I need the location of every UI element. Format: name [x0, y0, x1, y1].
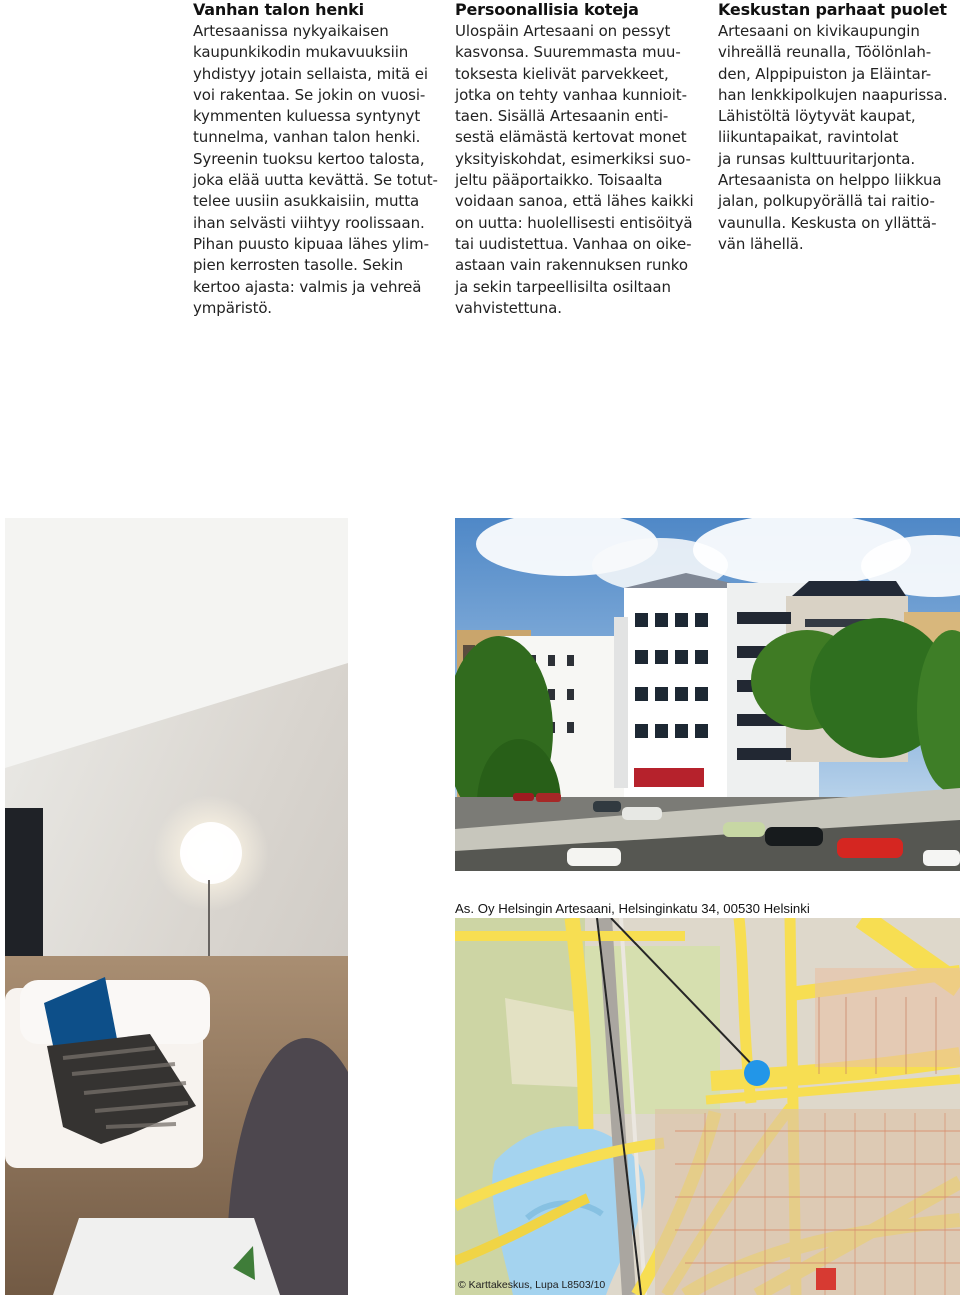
section-title: Persoonallisia koteja	[455, 0, 639, 19]
body-line: kertoo ajasta: valmis ja vehreä	[193, 277, 422, 296]
text-column-persoonallisia-koteja	[455, 0, 705, 319]
body-line: Lähistöltä löytyvät kaupat,	[718, 107, 916, 126]
body-line: ja runsas kulttuuritarjonta.	[718, 149, 916, 168]
body-line: vän lähellä.	[718, 234, 804, 253]
body-line: joka elää uutta kevättä. Se totut-	[193, 171, 438, 190]
body-line: ympäristö.	[193, 298, 272, 317]
body-line: liikuntapaikat, ravintolat	[718, 128, 899, 147]
body-line: kaupunkikodin mukavuuksiin	[193, 43, 409, 62]
section-body	[718, 20, 956, 255]
body-line: toksesta kielivät parvekkeet,	[455, 64, 669, 83]
section-body	[455, 20, 705, 319]
body-line: tunnelma, vanhan talon henki.	[193, 128, 421, 147]
body-line: Artesaanista on helppo liikkua	[718, 171, 942, 190]
body-line: Pihan puusto kipuaa lähes ylim-	[193, 234, 429, 253]
body-line: den, Alppipuiston ja Eläintar-	[718, 64, 932, 83]
building-photo	[455, 518, 960, 871]
body-line: yhdistyy jotain sellaista, mitä ei	[193, 64, 428, 83]
map-caption: As. Oy Helsingin Artesaani, Helsinginkatu 34, 00530 Helsinki	[455, 901, 810, 916]
body-line: pien kerrosten tasolle. Sekin	[193, 256, 404, 275]
body-line: voidaan sanoa, että lähes kaikki	[455, 192, 694, 211]
body-line: vahvistettuna.	[455, 298, 562, 317]
body-line: Artesaanissa nykyaikaisen	[193, 22, 389, 40]
body-line: jeltu pääportaikko. Toisaalta	[455, 171, 663, 190]
body-line: taen. Sisällä Artesaanin enti-	[455, 107, 669, 126]
body-line: Ulospäin Artesaani on pessyt	[455, 22, 671, 40]
body-line: voi rakentaa. Se jokin on vuosi-	[193, 85, 426, 104]
section-body	[193, 20, 443, 319]
body-line: ja sekin tarpeellisilta osiltaan	[455, 277, 671, 296]
body-line: Syreenin tuoksu kertoo talosta,	[193, 149, 425, 168]
body-line: kasvonsa. Suuremmasta muu-	[455, 43, 681, 62]
map-credit: © Karttakeskus, Lupa L8503/10	[458, 1279, 606, 1291]
body-line: tai uudistettua. Vanhaa on oike-	[455, 234, 692, 253]
body-line: kymmenten kuluessa syntynyt	[193, 107, 421, 126]
interior-photo	[5, 518, 348, 1295]
text-column-vanhan-talon-henki	[193, 0, 443, 319]
body-line: telee uusiin asukkaisiin, mutta	[193, 192, 420, 211]
location-map	[455, 918, 960, 1295]
body-line: sestä elämästä kertovat monet	[455, 128, 687, 147]
body-line: vihreällä reunalla, Töölönlah-	[718, 43, 932, 62]
body-line: Artesaani on kivikaupungin	[718, 22, 920, 40]
body-line: astaan vain rakennuksen runko	[455, 256, 688, 275]
body-line: vaunulla. Keskusta on yllättä-	[718, 213, 937, 232]
body-line: han lenkkipolkujen naapurissa.	[718, 85, 948, 104]
body-line: jotka on tehty vanhaa kunnioit-	[455, 85, 687, 104]
body-line: yksityiskohdat, esimerkiksi suo-	[455, 149, 691, 168]
text-column-keskustan-parhaat-puolet	[718, 0, 956, 255]
body-line: on uutta: huolellisesti entisöityä	[455, 213, 693, 232]
body-line: jalan, polkupyörällä tai raitio-	[718, 192, 935, 211]
section-title: Keskustan parhaat puolet	[718, 0, 947, 19]
section-title: Vanhan talon henki	[193, 0, 364, 19]
body-line: ihan selvästi viihtyy roolissaan.	[193, 213, 425, 232]
location-marker	[744, 1060, 770, 1086]
